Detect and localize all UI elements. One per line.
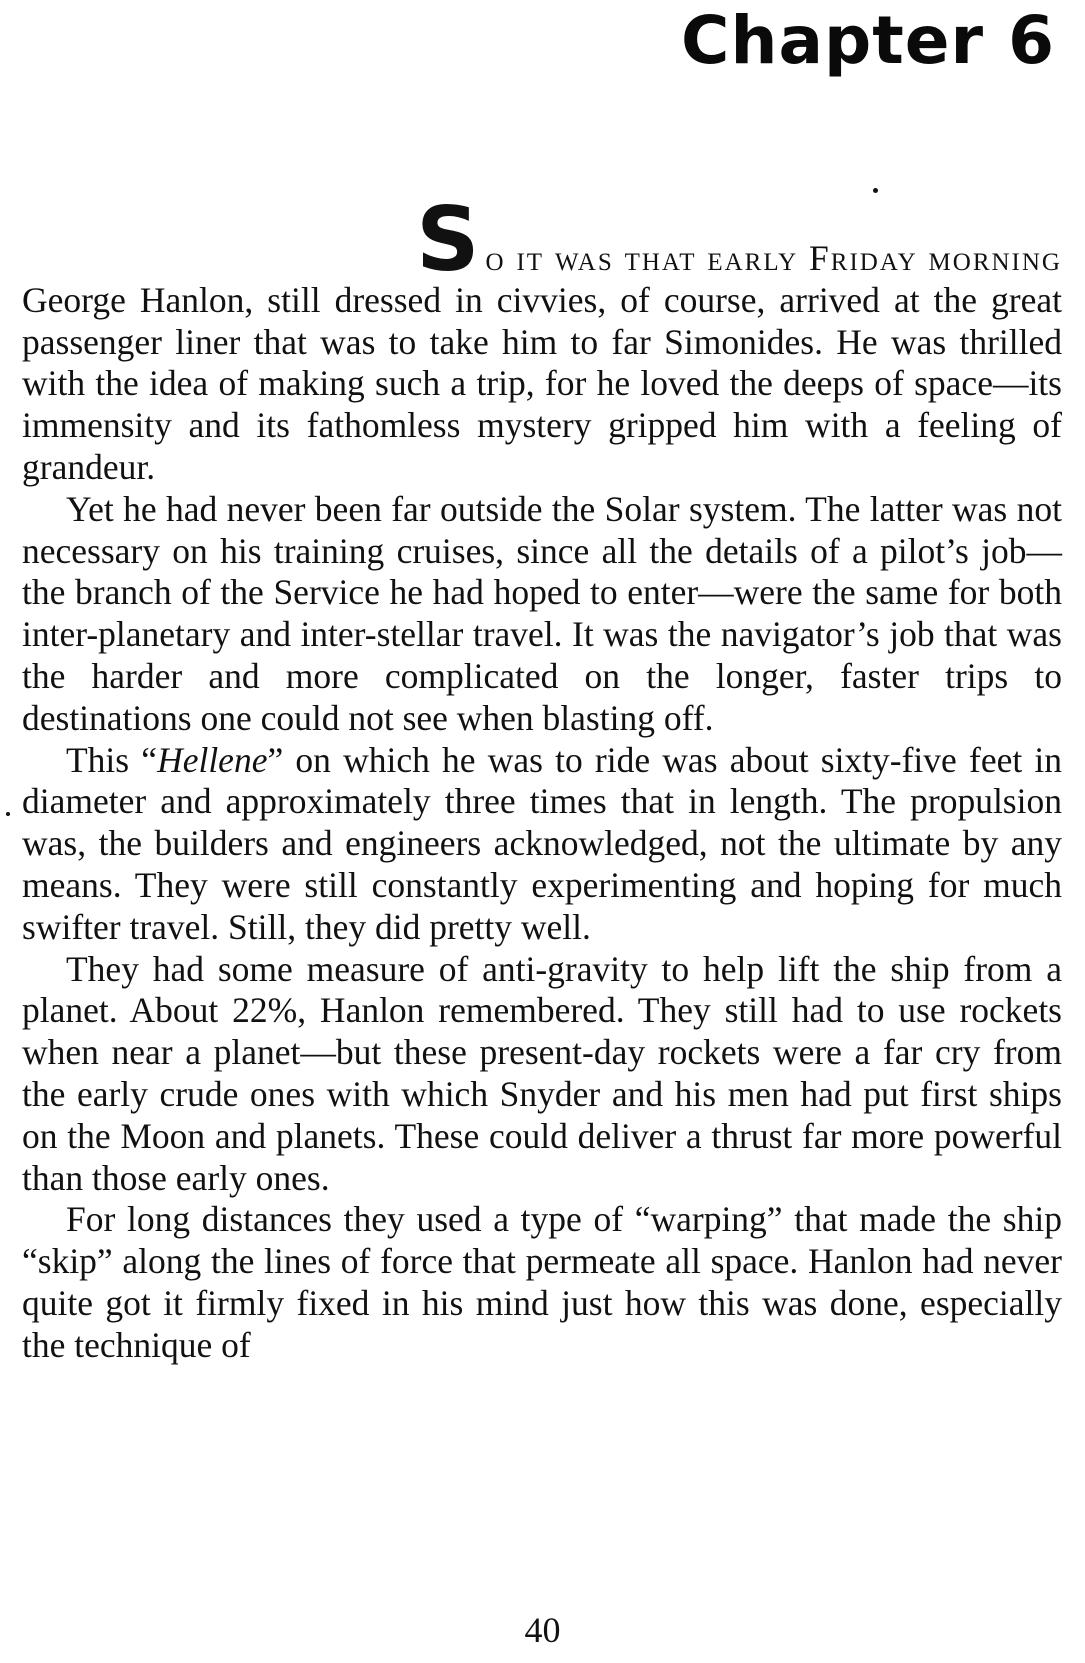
opening-paragraph: [22, 188, 1062, 489]
opening-small-caps: o it was that early Friday morning: [485, 238, 1062, 278]
body-text: [22, 188, 1062, 1367]
paragraph-text: George Hanlon, still dressed in civvies, of course, arrived at the great passenger liner that was to take him to far Simonides. He was thrilled with the idea of making such a trip, for he loved the deeps of space—its immensity and its fathomless mystery gripped him with a feeling of grandeur.: [22, 279, 1062, 487]
ship-name: Hellene: [157, 739, 268, 780]
print-speck: [6, 812, 10, 816]
paragraph-text: Yet he had never been far outside the Solar system. The latter was not necessary on his training cruises, since all the details of a pilot’s job—the branch of the Service he had hoped to enter—were the same for both inter-planetary and inter-stellar travel. It was the navigator’s job that was the harder and more complicated on the longer, faster trips to destinations one could not see when blasting off.: [22, 488, 1062, 738]
paragraph-text-rest: ” on which he was to ride was about sixty-five feet in diameter and approximately three times that in length. The propulsion was, the builders and engineers acknowledged, not the ultimate by any means. They were still constantly experimenting and hoping for much swifter travel. Still, they did pretty well.: [22, 739, 1062, 947]
print-speck: [873, 188, 878, 193]
paragraph: [22, 949, 1062, 1200]
paragraph: [22, 489, 1062, 740]
drop-cap: S: [416, 188, 480, 291]
page-number: 40: [524, 1610, 561, 1650]
chapter-title: Chapter 6: [681, 2, 1055, 79]
paragraph-text: For long distances they used a type of “warping” that made the ship “skip” along the lines of force that permeate all space. Hanlon had never quite got it firmly fixed in his mind just how this was done, especially the technique of: [22, 1199, 1062, 1365]
paragraph-text: They had some measure of anti-gravity to help lift the ship from a planet. About 22%, Hanlon remembered. They still had to use rockets when near a planet—but these present-day rockets were a far cry from the early crude ones with which Snyder and his men had put first ships on the Moon and planets. These could deliver a thrust far more powerful than those early ones.: [22, 948, 1062, 1198]
paragraph: [22, 740, 1062, 949]
paragraph-text-start: This “: [66, 739, 158, 780]
opening-line: [22, 188, 1062, 291]
paragraph: [22, 1199, 1062, 1366]
